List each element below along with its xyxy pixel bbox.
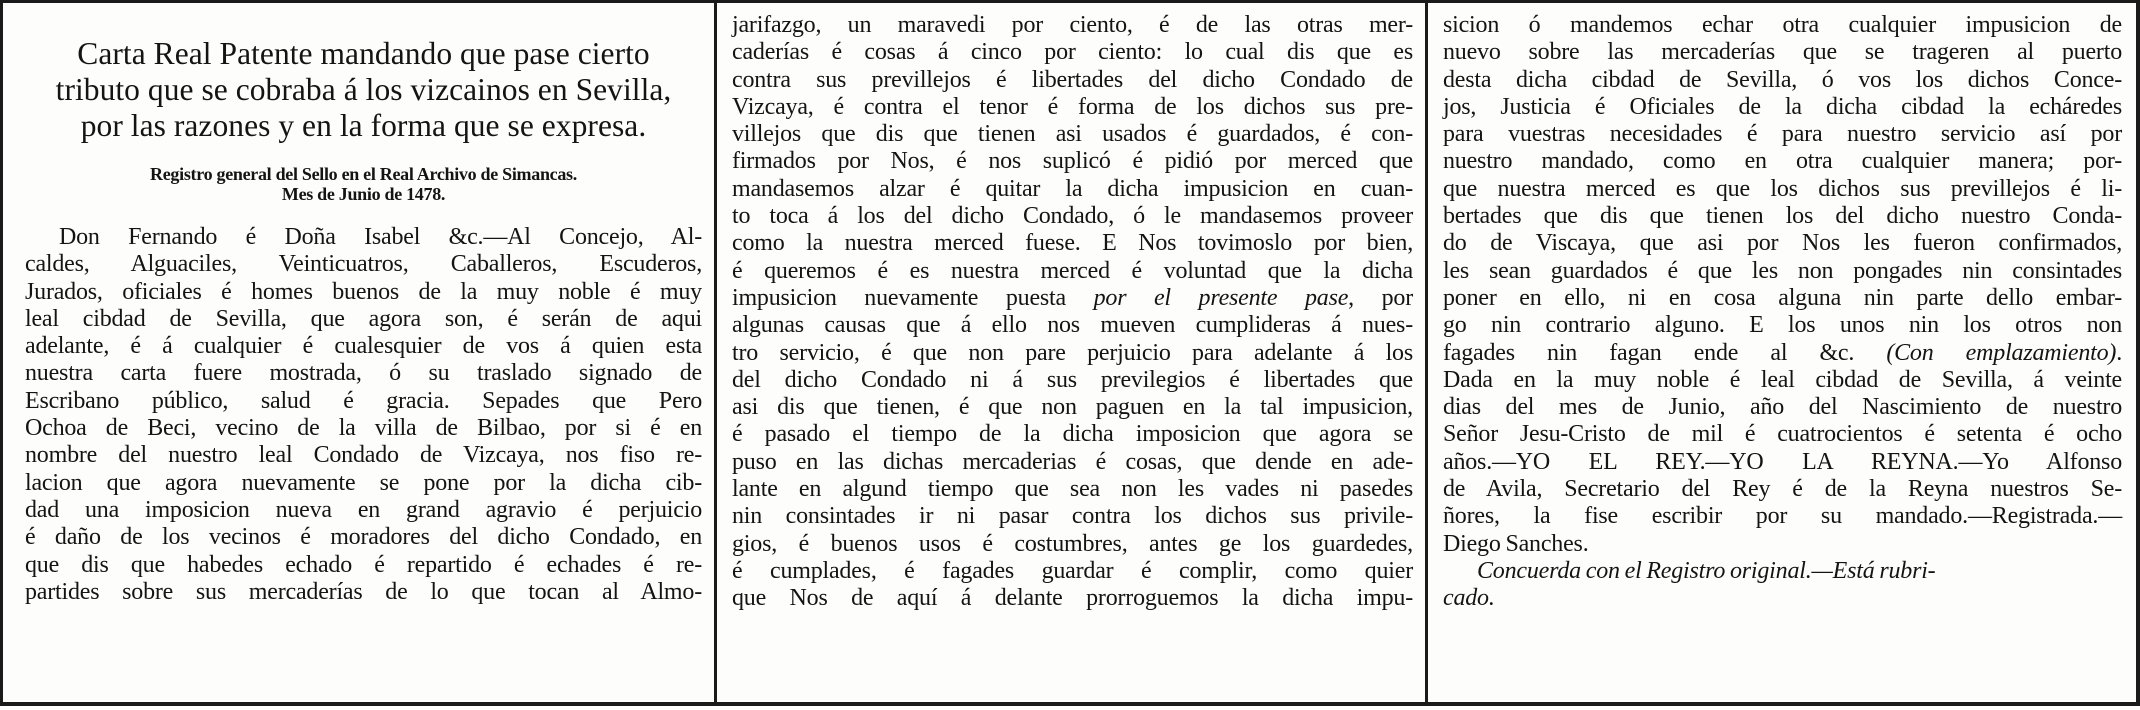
- text-line: puso en las dichas mercaderias é cosas, que dende en ade-: [732, 448, 1413, 475]
- column-3-text: [1443, 12, 2122, 613]
- text-line: villejos que dis que tienen asi usados é guardados, é con-: [732, 121, 1413, 148]
- text-line: nuevo sobre las mercaderías que se trageren al puerto: [1443, 39, 2122, 66]
- text-segment: impusicion nuevamente puesta: [732, 284, 1094, 311]
- text-line: contra sus previllejos é libertades del dicho Condado de: [732, 66, 1413, 93]
- text-line: tro servicio, é que non pare perjuicio para adelante á los: [732, 339, 1413, 366]
- source-line: Registro general del Sello en el Real Archivo de Simancas.: [150, 164, 577, 184]
- text-line: Escribano público, salud é gracia. Sepades que Pero: [25, 387, 702, 414]
- text-line: é pasado el tiempo de la dicha imposicion que agora se: [732, 421, 1413, 448]
- source-line: Mes de Junio de 1478.: [281, 184, 446, 204]
- text-line: Jurados, oficiales é homes buenos de la muy noble é muy: [25, 278, 702, 305]
- text-line: sicion ó mandemos echar otra cualquier impusicion de: [1443, 12, 2122, 38]
- text-line: para vuestras necesidades é para nuestro servicio así por: [1443, 121, 2122, 148]
- source-note: [25, 164, 702, 204]
- text-line: poner en ello, ni en cosa alguna nin parte dello embar-: [1443, 284, 2122, 311]
- text-line: nuestra carta fuere mostrada, ó su traslado signado de: [25, 360, 702, 387]
- italic-phrase: Concuerda con el Registro original.—Está rubri-: [1477, 557, 1936, 584]
- text-line: é queremos é es nuestra merced é voluntad que la dicha: [732, 257, 1413, 284]
- text-line: años.—YO EL REY.—YO LA REYNA.—Yo Alfonso: [1443, 448, 2122, 475]
- title-line: tributo que se cobraba á los vizcainos en Sevilla,: [55, 72, 672, 107]
- text-line: bertades que dis que tienen los del dicho nuestro Conda-: [1443, 203, 2122, 230]
- text-line: gios, é buenos usos é costumbres, antes ge los guardedes,: [732, 530, 1413, 557]
- text-line: ñores, la fise escribir por su mandado.—Registrada.—: [1443, 503, 2122, 530]
- text-line: Señor Jesu-Cristo de mil é cuatrocientos é setenta é ocho: [1443, 421, 2122, 448]
- text-line: que dis que habedes echado é repartido é echades é re-: [25, 551, 702, 578]
- text-line: dias del mes de Junio, año del Nascimiento de nuestro: [1443, 394, 2122, 421]
- text-line: Vizcaya, é contra el tenor é forma de los dichos sus pre-: [732, 93, 1413, 120]
- text-line: nuestro mandado, como en otra cualquier manera; por-: [1443, 148, 2122, 175]
- text-line: partides sobre sus mercaderías de lo que tocan al Almo-: [25, 578, 702, 605]
- text-line: Don Fernando é Doña Isabel &c.—Al Concejo, Al-: [59, 224, 702, 250]
- column-2: [718, 0, 1425, 702]
- text-line: jarifazgo, un maravedi por ciento, é de las otras mer-: [732, 12, 1413, 38]
- text-line: de Avila, Secretario del Rey é de la Reyna nuestros Se-: [1443, 476, 2122, 503]
- text-line: desta dicha cibdad de Sevilla, ó vos los dichos Conce-: [1443, 66, 2122, 93]
- title-line: por las razones y en la forma que se expresa.: [80, 108, 647, 143]
- italic-phrase: (Con emplazamiento): [1886, 339, 2117, 366]
- column-divider-2: [1425, 0, 1428, 706]
- text-line: que nuestra merced es que los dichos sus previllejos é li-: [1443, 175, 2122, 202]
- text-line: nombre del nuestro leal Condado de Vizcaya, nos fiso re-: [25, 442, 702, 469]
- text-line: é daño de los vecinos é moradores del dicho Condado, en: [25, 524, 702, 551]
- text-line: caldes, Alguaciles, Veinticuatros, Caballeros, Escuderos,: [25, 251, 702, 278]
- text-line: to toca á los del dicho Condado, ó le mandasemos proveer: [732, 203, 1413, 230]
- text-line: firmados por Nos, é nos suplicó é pidió por merced que: [732, 148, 1413, 175]
- text-line: Diego Sanches.: [1443, 530, 1589, 557]
- text-line: [732, 285, 1413, 312]
- right-border-rule: [2136, 0, 2140, 706]
- column-divider-1: [714, 0, 717, 706]
- text-line: lacion que agora nuevamente se pone por la dicha cib-: [25, 469, 702, 496]
- bottom-border-rule: [0, 702, 2140, 706]
- italic-phrase: cado.: [1443, 585, 1495, 612]
- text-line: asi dis que tienen, é que non paguen en la tal impusicion,: [732, 394, 1413, 421]
- column-1: [3, 0, 714, 702]
- text-line: leal cibdad de Sevilla, que agora son, é serán de aqui: [25, 305, 702, 332]
- text-segment: .: [2116, 339, 2122, 366]
- italic-phrase: por el presente pase: [1093, 284, 1349, 311]
- text-line: del dicho Condado ni á sus previlegios é libertades que: [732, 366, 1413, 393]
- text-line: Ochoa de Beci, vecino de la villa de Bilbao, por si é en: [25, 415, 702, 442]
- text-segment: fagades nin fagan ende al &c.: [1443, 339, 1887, 366]
- text-line: jos, Justicia é Oficiales de la dicha cibdad la echáredes: [1443, 93, 2122, 120]
- closing-line: [1443, 558, 2122, 585]
- document-title: [25, 36, 702, 144]
- column-3: [1429, 0, 2136, 702]
- title-line: Carta Real Patente mandando que pase cierto: [77, 36, 650, 71]
- column-2-text: [732, 12, 1413, 613]
- text-line: é cumplades, é fagades guardar é complir, como quier: [732, 557, 1413, 584]
- text-segment: , por: [1348, 284, 1413, 311]
- text-line: caderías é cosas á cinco por ciento: lo cual dis que es: [732, 39, 1413, 66]
- text-line: mandasemos alzar é quitar la dicha impusicion en cuan-: [732, 175, 1413, 202]
- text-line: do de Viscaya, que asi por Nos les fueron confirmados,: [1443, 230, 2122, 257]
- text-line: go nin contrario alguno. E los unos nin los otros non: [1443, 312, 2122, 339]
- text-line: como la nuestra merced fuese. E Nos tovimoslo por bien,: [732, 230, 1413, 257]
- text-line: [1443, 340, 2122, 367]
- closing-line: [1443, 585, 2122, 612]
- text-line: algunas causas que á ello nos mueven cumplideras á nues-: [732, 312, 1413, 339]
- text-line: lante en algund tiempo que sea non les vades ni pasedes: [732, 476, 1413, 503]
- column-1-text: [25, 224, 702, 606]
- text-line: nin consintades ir ni pasar contra los dichos sus privile-: [732, 503, 1413, 530]
- text-line: dad una imposicion nueva en grand agravio é perjuicio: [25, 496, 702, 523]
- text-line: adelante, é á cualquier é cualesquier de vos á quien esta: [25, 333, 702, 360]
- text-line: que Nos de aquí á delante prorroguemos la dicha impu-: [732, 585, 1413, 612]
- text-line: Dada en la muy noble é leal cibdad de Sevilla, á veinte: [1443, 366, 2122, 393]
- text-line: les sean guardados é que les non pongades nin consintades: [1443, 257, 2122, 284]
